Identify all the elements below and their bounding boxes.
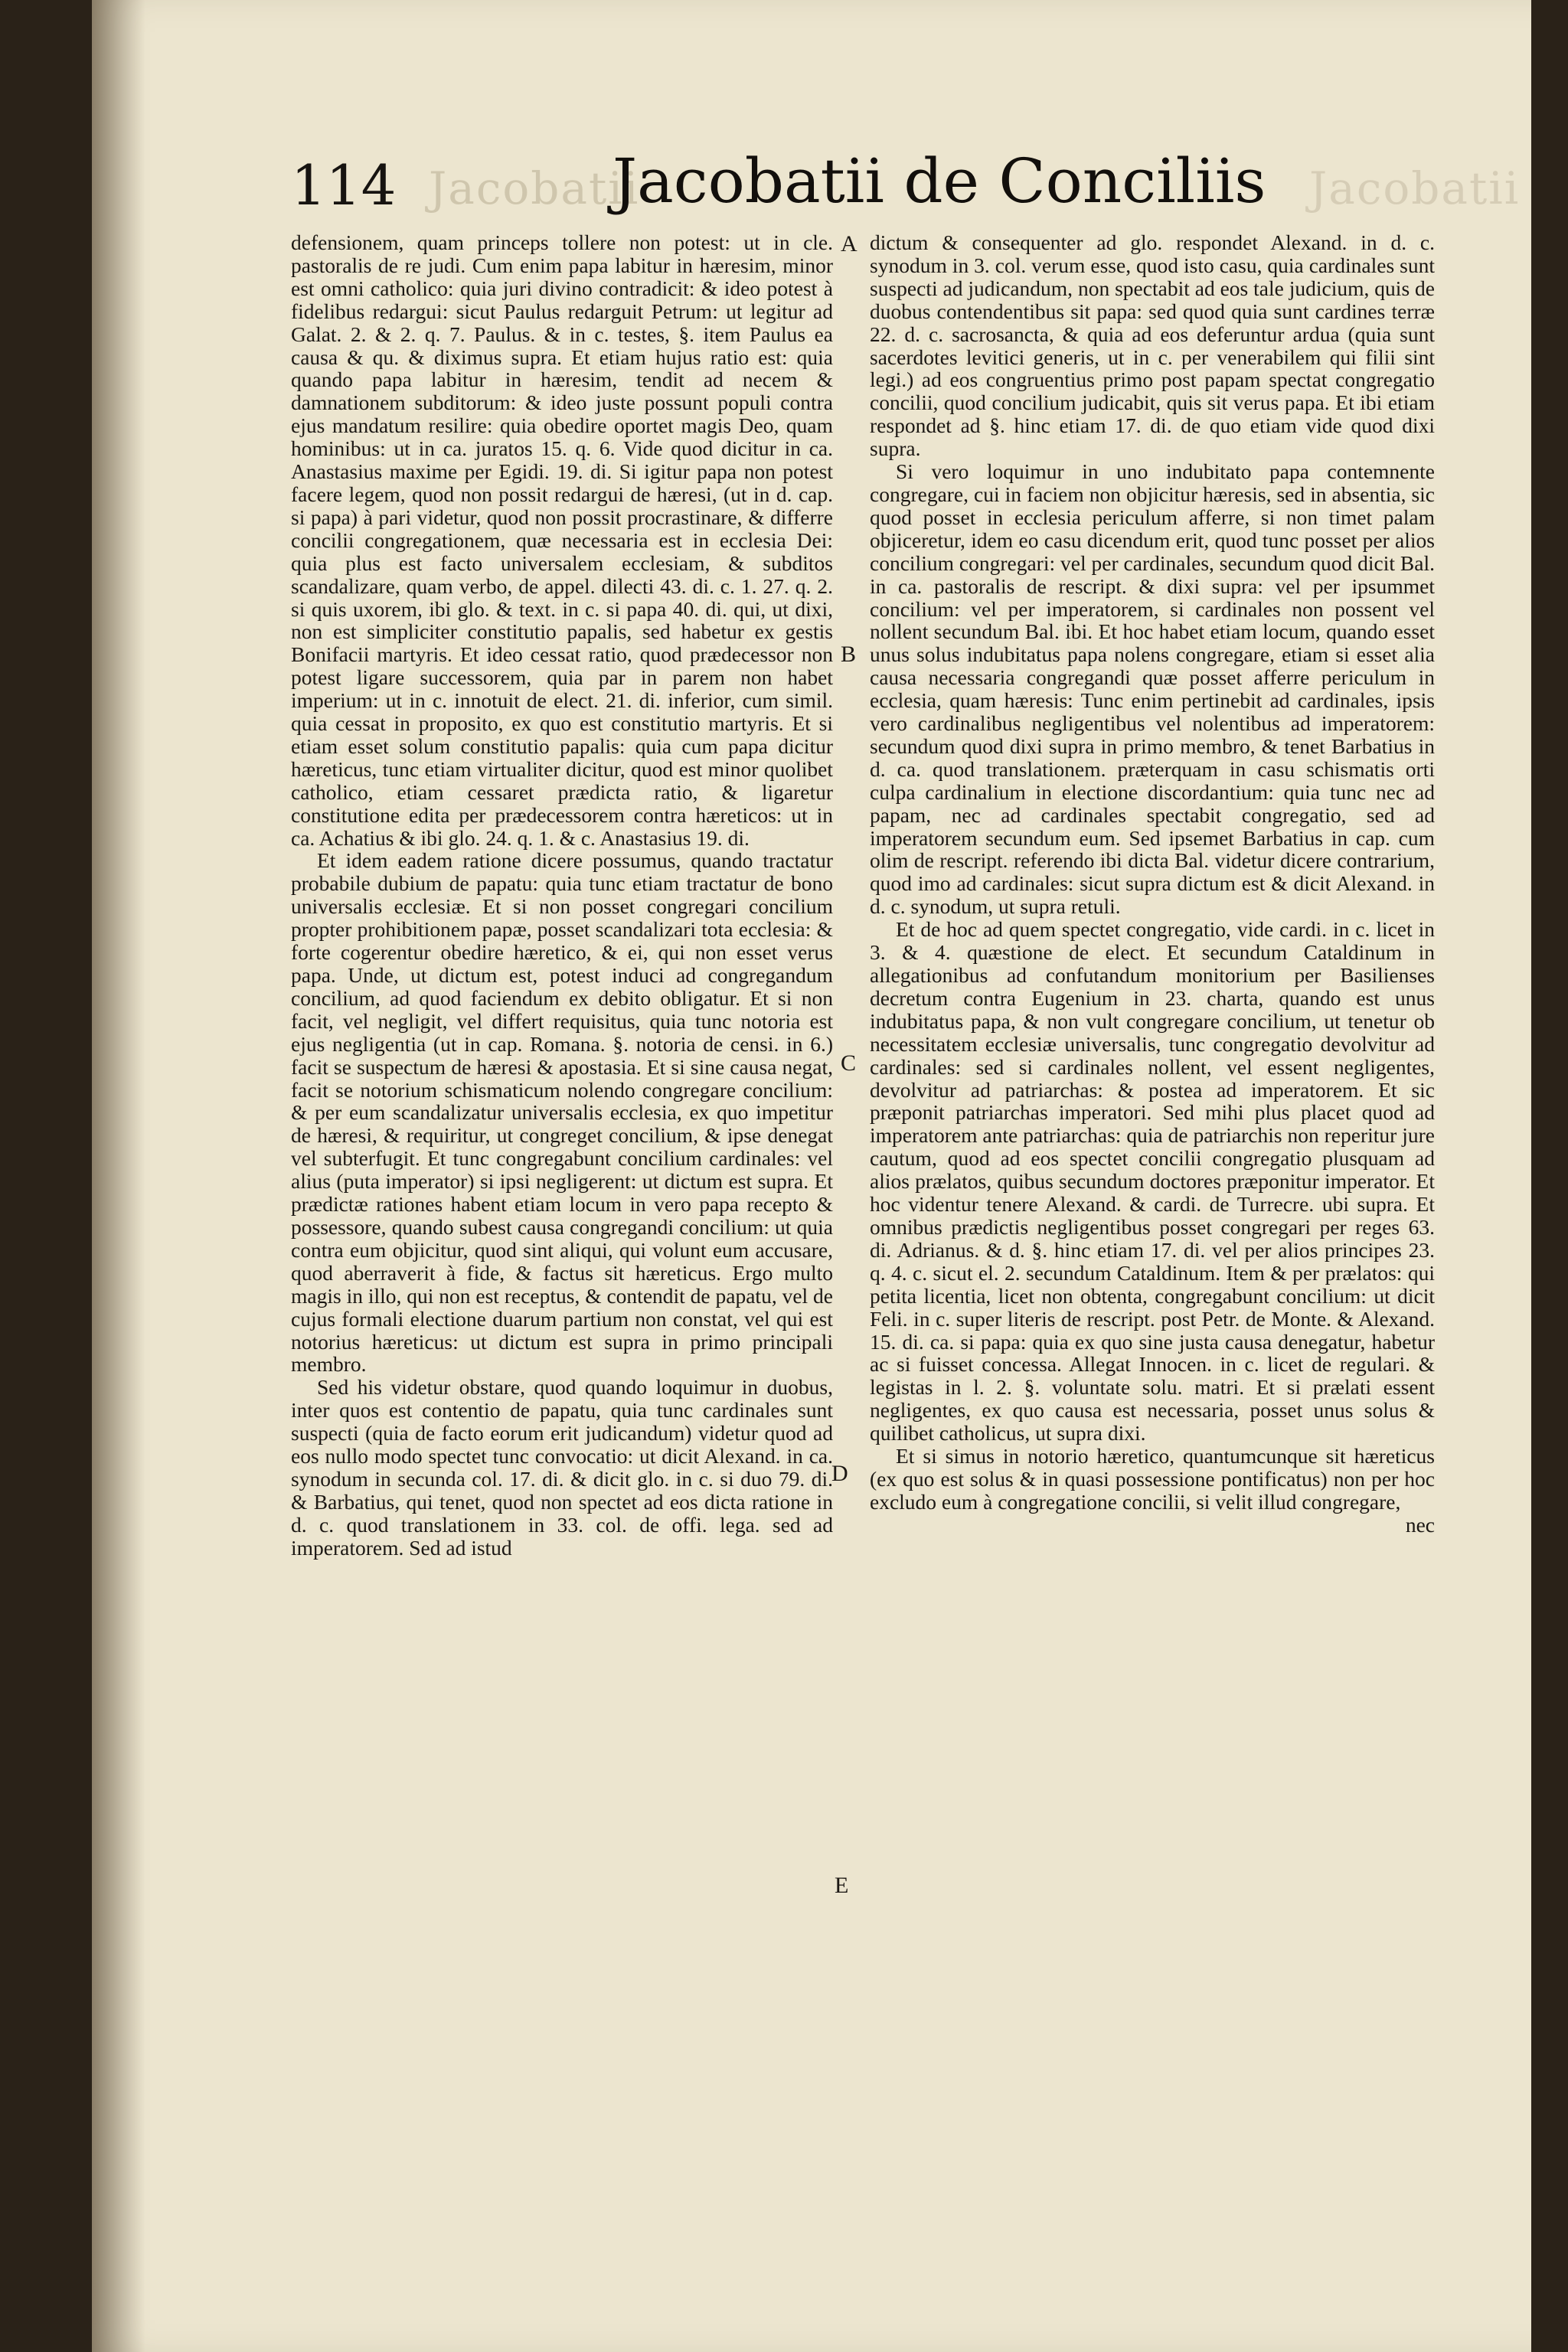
paragraph: defensionem, quam princeps tollere non potest: ut in cle. pastoralis de re judi. Cum enim papa labitur in hæresim, minor est omni catholico: quia juri divino contradicit: & ideo potest à fidelibus redargui: sicut Paulus redarguit Petrum: ut legitur ad Galat. 2. & 2. q. 7. Paulus. & in c. testes, §. item Paulus ea causa & qu. & diximus supra. Et etiam hujus ratio est: quia quando papa labitur in hæresim, tendit ad necem & damnationem subditorum: & ideo juste possunt populi contra ejus mandatum resilire: quia obedire oportet magis Deo, quam hominibus: ut in ca. juratos 15. q. 6. Vide quod dicitur in ca. Anastasius maxime per Egidi. 19. di. Si igitur papa non potest facere legem, quod non possit redargui de hæresi, (ut in d. cap. si papa) à pari videtur, quod non possit procrastinare, & differre concilii congregationem, quæ necessaria est in ecclesia Dei: quia plus est facto universalem ecclesiam, & subditos scandalizare, quam verbo, de appel. dilecti 43. di. c. 1. 27. q. 2. si quis uxorem, ibi glo. & text. in c. si papa 40. di. qui, ut dixi, non est simpliciter constitutio papalis, sed habetur ex gestis Bonifacii martyris. Et ideo cessat ratio, quod prædecessor non potest ligare successorem, quia par in parem non habet imperium: ut in c. innotuit de elect. 21. di. inferior, cum simil. quia cessat in proposito, ex quo est constitutio martyris. Et si etiam esset solum constitutio papalis: quia cum papa dicitur hæreticus, tunc etiam virtualiter dicitur, quod est minor quolibet catholico, etiam cessaret prædicta ratio, & ligaretur constitutione edita per prædecessorem contra hæreticos: ut in ca. Achatius & ibi glo. 24. q. 1. & c. Anastasius 19. di.	[291, 230, 833, 850]
margin-marker-e: E	[835, 1873, 849, 1898]
paragraph: Sed his videtur obstare, quod quando loquimur in duobus, inter quos est contentio de papatu, quia tunc cardinales sunt suspecti (quia de facto eorum erit judicandum) videtur quod ad eos nullo modo spectet tunc convocatio: ut dicit Alexand. in ca. synodum in secunda col. 17. di. & dicit glo. in c. si duo 79. di. & Barbatius, qui tenet, quod non spectet ad eos dicta ratione in d. c. quod translationem in 33. col. de offi. lega. sed ad imperatorem. Sed ad istud	[291, 1375, 833, 1560]
running-title: Jacobatii de Conciliis	[612, 145, 1266, 217]
left-column	[291, 231, 833, 1560]
paragraph: Et idem eadem ratione dicere possumus, quando tractatur probabile dubium de papatu: quia tunc etiam tractatur de bono universalis ecclesiæ. Et si non posset congregari concilium propter prohibitionem papæ, posset scandalizari tota ecclesia: & forte cogerentur obedire hæretico, & ei, qui non esset verus papa. Unde, ut dictum est, potest induci ad congregandum concilium, ad quod faciendum ex debito obligatur. Et si non facit, vel negligit, vel differt requisitus, quia tunc notoria est ejus negligentia (ut in cap. Romana. §. notoria de censi. in 6.) facit se suspectum de hæresi & apostasia. Et si sine causa negat, facit se notorium schismaticum nolendo congregare concilium: & per eum scandalizatur universalis ecclesia, ex quo impetitur de hæresi, & requiritur, ut congreget concilium, & ipse denegat vel subterfugit. Et tunc congregabunt concilium cardinales: vel alius (puta imperator) si ipsi negligerent: ut dictum est supra. Et prædictæ rationes habent etiam locum in vero papa recepto & possessore, quando subest causa congregandi concilium: ut quia contra eum objicitur, quod sint aliqui, qui volunt eum accusare, quod aberraverit à fide, & factus sit hæreticus. Ergo multo magis in illo, qui non est receptus, & contendit de papatu, vel de cujus formali electione duarum partium non constat, vel qui est notorius hæreticus: ut dictum est supra in primo principali membro.	[291, 848, 833, 1377]
catchword: nec	[1405, 1512, 1435, 1537]
show-through-text-left: Jacobatii	[429, 162, 640, 214]
margin-marker-c: C	[841, 1050, 857, 1076]
show-through-text-right: Jacobatii	[1309, 162, 1521, 214]
paragraph: Et si simus in notorio hæretico, quantumcunque sit hæreticus (ex quo est solus & in quasi possessione pontificatus) non per hoc excludo eum à congregatione concilii, si velit illud congregare,	[870, 1444, 1435, 1514]
paragraph: Si vero loquimur in uno indubitato papa contemnente congregare, cui in faciem non objicitur hæresis, sed in absentia, sic quod posset in ecclesia periculum afferre, si non timet palam objiceretur, idem eo casu dicendum erit, quod tunc posset per alios concilium congregari: vel per cardinales, secundum quod dicit Bal. in ca. pastoralis de rescript. & dixi supra: vel per ipsummet concilium: vel per imperatorem, si cardinales non possent vel nollent secundum Bal. ibi. Et hoc habet etiam locum, quando esset unus solus indubitatus papa nolens congregare, etiam si esset alia causa necessaria congregandi quæ posset afferre periculum in ecclesia, quam hæresis: Tunc enim pertinebit ad cardinales, ipsis vero cardinalibus negligentibus vel nolentibus ad imperatorem: secundum quod dixi supra in primo membro, & tenet Barbatius in d. ca. quod translationem. præterquam in casu schismatis orti culpa cardinalium in electione discordantium: quia tunc nec ad papam, nec ad cardinales spectabit congregatio, sed ad imperatorem secundum eum. Sed ipsemet Barbatius in cap. cum olim de rescript. referendo ibi dicta Bal. videtur dicere contrarium, quod imo ad cardinales: sicut supra dictum est & dicit Alexand. in d. c. synodum, ut supra retuli.	[870, 459, 1435, 919]
paragraph: dictum & consequenter ad glo. respondet Alexand. in d. c. synodum in 3. col. verum esse, quod isto casu, quia cardinales sunt suspecti ad judicandum, non spectabit ad eos tale judicium, quis de duobus contendentibus sit papa: sed quod quia sunt cardines terræ 22. d. c. sacrosancta, & quia ad eos deferuntur ardua (quia sunt sacerdotes levitici generis, ut in c. per venerabilem qui filii sint legi.) ad eos congruentius primo post papam spectat congregatio concilii, quod concilium judicabit, quis sit verus papa. Et ibi etiam respondet ad §. hinc etiam 17. di. de quo etiam vide quod dixi supra.	[870, 230, 1435, 461]
margin-marker-d: D	[831, 1461, 848, 1486]
page-number: 114	[291, 153, 397, 217]
gutter-shadow	[92, 0, 145, 2352]
paragraph: Et de hoc ad quem spectet congregatio, vide cardi. in c. licet in 3. & 4. quæstione de elect. Et secundum Cataldinum in allegationibus ad confutandum monitorium per Basilienses decretum contra Eugenium in 23. charta, quando est unus indubitatus papa, & non vult congregare concilium, ut tenetur ob necessitatem ecclesiæ universalis, tunc congregatio devolvitur ad cardinales: sed si cardinales nollent, vel essent negligentes, devolvitur ad patriarchas: & postea ad imperatorem. Et sic præponit patriarchas imperatori. Sed mihi plus placet quod ad imperatorem ante patriarchas: quia de patriarchis non reperitur jure cautum, quod ad eos spectet concilii congregatio plusquam ad alios prælatos, quibus secundum doctores præponitur imperator. Et hoc videntur tenere Alexand. & cardi. de Turrecre. ubi supra. Et omnibus prædictis negligentibus posset congregari per reges 63. di. Adrianus. & d. §. hinc etiam 17. di. vel per alios principes 23. q. 4. c. sicut el. 2. secundum Cataldinum. Item & per prælatos: qui petita licentia, licet non obtenta, congregabunt concilium: ut dicit Feli. in c. super literis de rescript. post Petr. de Monte. & Alexand. 15. di. ca. si papa: quia ex quo sine justa causa denegatur, habetur ac si fuisset concessa. Allegat Innocen. in c. licet de regulari. & legistas in l. 2. §. voluntate solu. matri. Et si prælati essent negligentes, ex quo causa est necessaria, posset unus solus & quilibet catholicus, ut supra dixi.	[870, 917, 1435, 1446]
margin-marker-b: B	[841, 642, 857, 667]
margin-marker-a: A	[841, 231, 858, 256]
right-column	[870, 231, 1435, 1537]
page-header	[291, 145, 1521, 230]
